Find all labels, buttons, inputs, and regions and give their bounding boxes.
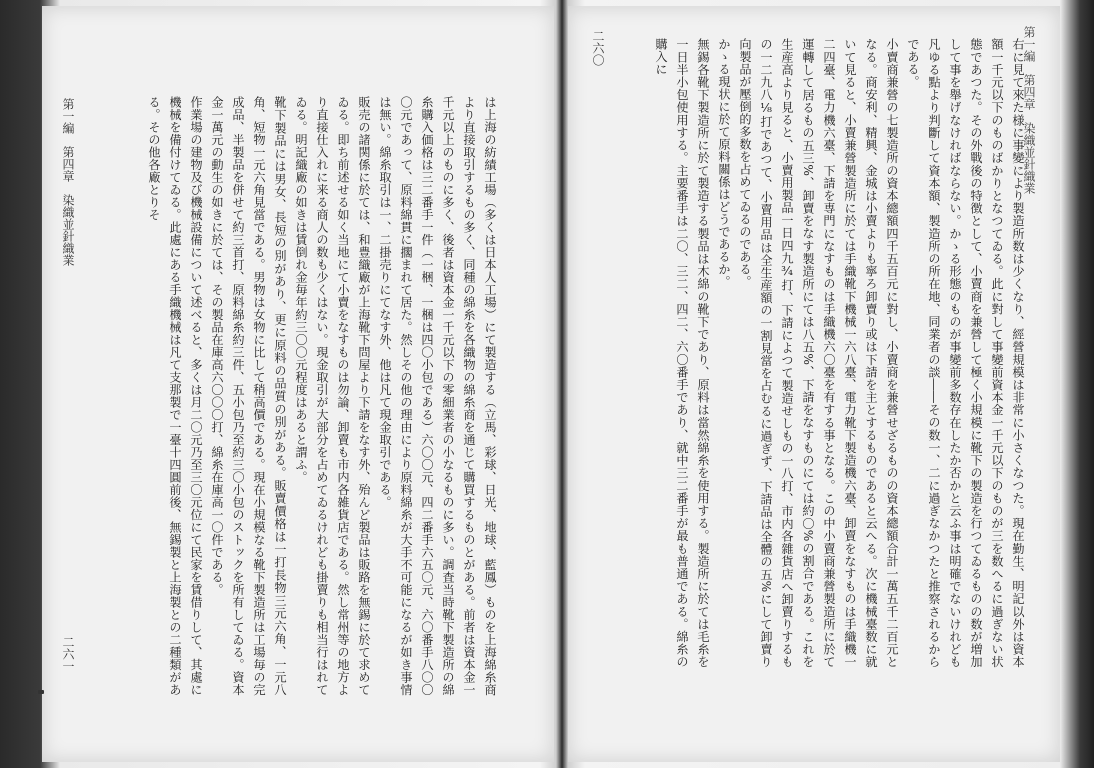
right-page-body: 右に見て來た様に事變により製造所数は少くなり、經營規模は非常に小さくなつた。現在勤生、明記以外は資本額一千元以下のものばかりとなつてゐる。此に對して事變前資本金一千元以下のものが三を数へるに過ぎない状態であつた。その外戰後の特徴として、小賣商を兼營して極く小規模に靴下の製造を行つてゐるものの数が増加して事を舉げなければならない。かゝる形態のものが事變前多数存在したか否かと云ふ事は明確でないけれども凡ゆる點より判斷して資本額、製造所の所在地、同業者の談――その数一、二に過ぎなかつたと推察されるからである。 小賣商兼營の七製造所の資本總額四千五百元に對し、小賣商を兼營せざるものの資本總額合計一萬五千二百元となる。商安利、精興、金城は小賣よりも寧ろ卸賣り或は下請を主とするものであると云へる。次に機械臺数に就いて見ると、小賣兼營製造所に於ては手織靴下機械一六八臺、電力靴下製造機六臺、卸賣をなすものは手織機一二四臺、電力機六臺、下請を専門になすものは手織機六〇臺を有する事となる。この中小賣商兼營製造所に於て運轉して居るもの五三%、卸賣をなす製造所にては八五%、下請をなすものにては約〇%の割合である。これを生産高より見ると、小賣用製品一日四九¾打、下請によつて製造せしもの一八打、市内各雜貨店へ卸賣りするもの一二九八⅛打であつて、小賣用品は全生産額の一割見當を占むるに過ぎず、下請品は全體の五%にして卸賣り向製品が壓倒的多数を占めてゐるのである。 かゝる現状に於て原料關係はどうであるか。 無錫各靴下製造所に於て製造する製品は木綿の靴下であり、原料は當然綿糸を使用する。製造所に於ては毛糸を一日半小包使用する。主要番手は二〇、三二、四二、六〇番手であり、就中三二番手が最も普通である。綿糸の購入に xyxy=(654,38,1025,668)
right-running-header: 第一編 第四章 染織並針織業 xyxy=(1022,26,1036,194)
left-page xyxy=(42,6,554,762)
left-running-footer: 第一編 第四章 染織並針織業 xyxy=(61,98,75,266)
left-page-body: は上海の紡績工場（多くは日本人工場）にて製造する（立馬、彩球、日光、地球、藍鳳）ものを上海綿糸商より直接取引するもの多く、同種の綿糸を各織物の綿糸商を通じて購買するものとがある。前者は資本金一千元以上のものに多く、後者は資本金一千元以下の零細業者の小なるものに多い。調査当時靴下製造所の綿糸購入価格は三二番手一件（一梱、一梱は四〇小包である）六〇〇元、四二番手六五〇元、六〇番手八〇〇〇元であって、原料綿貫に擱まれて居た。然しその他の理由により原料綿糸が大手不可能になるが如き事情は無い。綿糸取引は一、二掛売りにてなす外、他は凡て現金取引である。 販売の諸関係に於ては、和豊織廠が上海靴下問屋より下請をなす外、殆んど製品は販路を無錫に於て求めてゐる。即ち前述せる如く当地にて小賣をなすものは勿論、卸賣も市内各雑貨店である。然し常州等の地方より直接仕入れに来る商人の数も少くはない。現金取引が大部分を占めてゐるけれども掛賣りも相当行はれてゐる。明記織廠の如きは賃倒れ金毎年約三〇〇元程度はあると謂ふ。 靴下製品には男女、長短の別があり、更に原料の品質の別がある。販賣價格は一打長物三元六角、一元八角、短物一元六角見當である。男物は女物に比して稍高價である。現在小規模なる靴下製造所は工場毎の完成品、半製品を併せて約三首打、原料綿糸約三件、五小包乃至約三〇小包のストックを所有してゐる。資本金一萬元の動生の如きに於ては、その製品在庫高六〇〇〇打、綿糸在庫高一〇件である。 作業場の建物及び機械設備について述べると、多くは月二〇元乃至三〇元位にて民家を賃借りして、其處に機械を備付けてゐる。此處にある手織機械は凡て支那製で一臺十四圓前後、無錫製と上海製との二種類がある。その他各廠とりそ xyxy=(147,96,497,696)
right-page xyxy=(568,6,1060,762)
left-page-number: 二六一 xyxy=(61,636,75,672)
right-page-number: 二六〇 xyxy=(591,30,605,66)
scan-speck xyxy=(38,690,44,694)
